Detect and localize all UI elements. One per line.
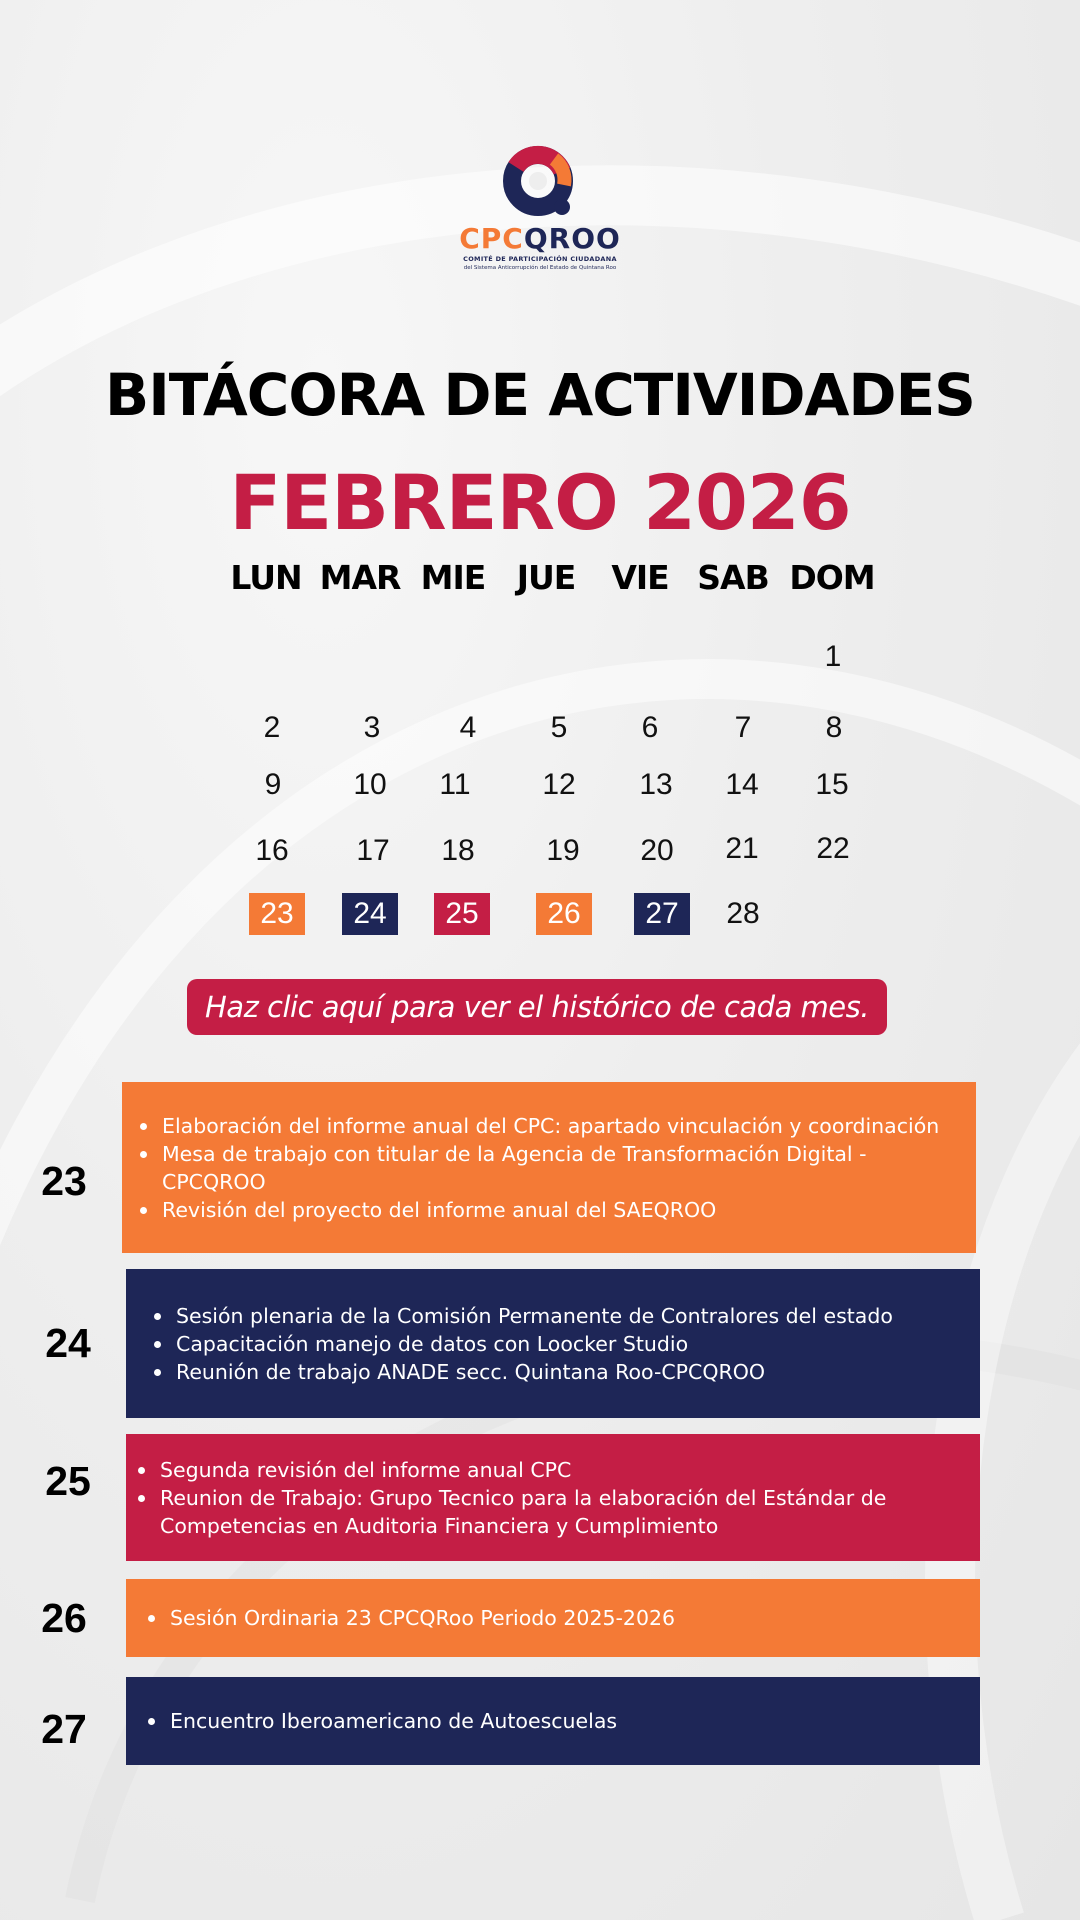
- activity-list: [126, 1604, 980, 1632]
- calendar-day: 15: [815, 768, 849, 801]
- calendar-day: 9: [264, 768, 282, 801]
- calendar-day: 1: [824, 640, 842, 673]
- calendar-day: 6: [641, 711, 659, 744]
- calendar-day: 11: [439, 768, 471, 801]
- activity-list: [122, 1112, 976, 1224]
- activity-list: [126, 1456, 980, 1540]
- activity-item: Segunda revisión del informe anual CPC: [160, 1456, 960, 1484]
- activity-item: Reunión de trabajo ANADE secc. Quintana Roo-CPCQROO: [176, 1358, 960, 1386]
- calendar-day-highlighted[interactable]: 25: [434, 893, 490, 935]
- logo-word-cpc: CPC: [459, 222, 524, 255]
- activity-item: Revisión del proyecto del informe anual del SAEQROO: [162, 1196, 956, 1224]
- activity-day-number: 24: [45, 1320, 91, 1366]
- calendar-day-highlighted[interactable]: 27: [634, 893, 690, 935]
- calendar-day: 4: [459, 711, 477, 744]
- calendar-day: 20: [640, 834, 674, 867]
- calendar-day: 18: [441, 834, 475, 867]
- calendar-day: 16: [255, 834, 289, 867]
- activity-item: Reunion de Trabajo: Grupo Tecnico para la elaboración del Estándar de Competencias en Auditoria Financiera y Cumplimiento: [160, 1484, 960, 1540]
- weekday-sab: SAB: [697, 558, 769, 597]
- calendar-day: 21: [725, 832, 759, 865]
- logo-mark-icon: [502, 145, 578, 221]
- activity-day-number: 23: [41, 1158, 87, 1204]
- activity-box-27: [126, 1677, 980, 1765]
- logo-wordmark: [440, 223, 640, 255]
- logo-word-qroo: QROO: [523, 222, 621, 255]
- calendar-day: 7: [734, 711, 752, 744]
- calendar-day-highlighted[interactable]: 23: [249, 893, 305, 935]
- weekday-vie: VIE: [611, 558, 669, 597]
- calendar-day: 28: [726, 897, 760, 930]
- weekday-mar: MAR: [319, 558, 401, 597]
- calendar-day: 2: [263, 711, 281, 744]
- weekday-jue: JUE: [516, 558, 576, 597]
- activity-item: Sesión Ordinaria 23 CPCQRoo Periodo 2025-2026: [170, 1604, 960, 1632]
- activity-day-number: 25: [45, 1458, 91, 1504]
- activity-box-24: [126, 1269, 980, 1418]
- weekday-header-row: [0, 558, 1080, 602]
- page-title: BITÁCORA DE ACTIVIDADES: [105, 361, 975, 429]
- calendar-day: 19: [546, 834, 580, 867]
- month-title: FEBRERO 2026: [229, 458, 851, 547]
- activity-item: Encuentro Iberoamericano de Autoescuelas: [170, 1707, 960, 1735]
- activity-item: Mesa de trabajo con titular de la Agencia de Transformación Digital - CPCQROO: [162, 1140, 956, 1196]
- calendar-day: 14: [725, 768, 759, 801]
- activity-item: Elaboración del informe anual del CPC: apartado vinculación y coordinación: [162, 1112, 956, 1140]
- calendar-day: 10: [353, 768, 387, 801]
- calendar-day: 8: [825, 711, 843, 744]
- calendar-day: 3: [363, 711, 381, 744]
- activity-item: Capacitación manejo de datos con Loocker Studio: [176, 1330, 960, 1358]
- calendar-day: 22: [816, 832, 850, 865]
- activity-day-number: 26: [41, 1595, 87, 1641]
- activity-box-26: [126, 1579, 980, 1657]
- activity-box-23: [122, 1082, 976, 1253]
- calendar-day-highlighted[interactable]: 26: [536, 893, 592, 935]
- logo-subtitle-2: del Sistema Anticorrupción del Estado de Quintana Roo: [463, 265, 617, 271]
- activity-item: Sesión plenaria de la Comisión Permanente de Contralores del estado: [176, 1302, 960, 1330]
- calendar-day: 5: [550, 711, 568, 744]
- history-link-button[interactable]: Haz clic aquí para ver el histórico de cada mes.: [187, 979, 887, 1035]
- calendar-day: 17: [356, 834, 390, 867]
- activity-box-25: [126, 1434, 980, 1561]
- activity-list: [126, 1707, 980, 1735]
- cpcqroo-logo: [440, 145, 640, 272]
- weekday-lun: LUN: [230, 558, 302, 597]
- calendar-day: 12: [542, 768, 576, 801]
- weekday-dom: DOM: [789, 558, 875, 597]
- calendar-day-highlighted[interactable]: 24: [342, 893, 398, 935]
- activity-day-number: 27: [41, 1706, 87, 1752]
- logo-subtitle-1: COMITÉ DE PARTICIPACIÓN CIUDADANA: [463, 255, 617, 263]
- calendar-day: 13: [639, 768, 673, 801]
- activity-list: [126, 1302, 980, 1386]
- weekday-mie: MIE: [420, 558, 486, 597]
